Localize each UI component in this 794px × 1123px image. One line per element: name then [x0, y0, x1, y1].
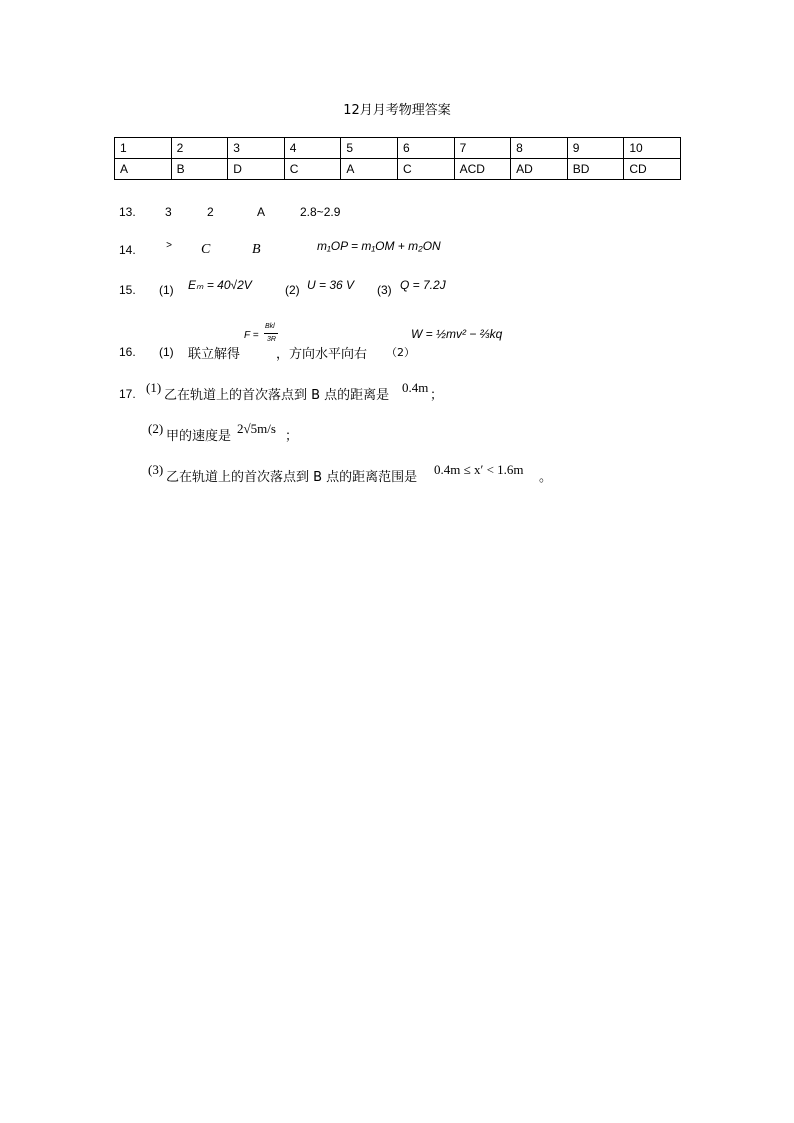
question-number: 16. [119, 345, 136, 359]
table-cell: A [341, 159, 398, 180]
formula: m₁OP = m₁OM + m₂ON [317, 239, 441, 253]
table-cell: BD [567, 159, 624, 180]
formula: Q = 7.2J [400, 278, 446, 292]
question-number: 14. [119, 243, 136, 257]
question-number: 15. [119, 283, 136, 297]
answer-value: 2 [207, 205, 214, 219]
table-cell: 5 [341, 138, 398, 159]
answer-value: 0.4m [402, 380, 429, 395]
question-number: 17. [119, 387, 136, 401]
answer-text: 联立解得 [188, 347, 241, 362]
table-cell: C [284, 159, 341, 180]
part-label: (2) [285, 283, 300, 297]
formula: W = ½mv² − ⅔kq [411, 327, 503, 341]
answer-value: C [201, 242, 211, 257]
table-cell: D [228, 159, 285, 180]
question-number: 13. [119, 205, 136, 219]
page-title: 12月月考物理答案 [343, 103, 451, 118]
table-cell: C [397, 159, 454, 180]
table-cell: CD [624, 159, 681, 180]
answer-value: > [166, 240, 172, 251]
table-cell: B [171, 159, 228, 180]
table-row-answers [115, 159, 681, 180]
answer-value: 0.4m ≤ x′ < 1.6m [434, 462, 524, 477]
part-label: (1) [146, 380, 162, 395]
fraction-denominator: 3R [267, 336, 276, 343]
table-cell: 4 [284, 138, 341, 159]
table-cell: 3 [228, 138, 285, 159]
answer-text: ，方向水平向右 [276, 347, 368, 362]
table-cell: AD [511, 159, 568, 180]
answer-text: 乙在轨道上的首次落点到 B 点的距离范围是 [166, 470, 418, 485]
formula: U = 36 V [307, 278, 355, 292]
answer-value: 2.8~2.9 [300, 205, 341, 219]
table-cell: A [115, 159, 172, 180]
table-cell: 9 [567, 138, 624, 159]
answer-value: A [257, 205, 266, 219]
part-label: (2) [148, 421, 164, 436]
formula: Eₘ = 40√2V [188, 278, 252, 292]
formula-lhs: F = [244, 330, 259, 341]
answer-table [114, 137, 681, 180]
part-label: (1) [159, 345, 174, 359]
table-cell: 6 [397, 138, 454, 159]
part-label: (1) [159, 283, 174, 297]
answer-text: 乙在轨道上的首次落点到 B 点的距离是 [164, 388, 390, 403]
table-cell: 2 [171, 138, 228, 159]
part-label: (3) [148, 462, 164, 477]
answer-value: 2√5m/s [237, 421, 276, 436]
table-cell: 10 [624, 138, 681, 159]
part-label: （2） [386, 346, 415, 359]
answer-value: 3 [165, 205, 172, 219]
answer-text: 甲的速度是 [166, 429, 232, 444]
punctuation: ； [430, 388, 444, 403]
table-cell: 1 [115, 138, 172, 159]
answer-value: B [252, 242, 261, 257]
punctuation: 。 [539, 470, 553, 485]
part-label: (3) [377, 283, 392, 297]
punctuation: ； [285, 429, 299, 444]
table-cell: ACD [454, 159, 511, 180]
table-cell: 8 [511, 138, 568, 159]
table-row-numbers [115, 138, 681, 159]
fraction-numerator: Bkl [265, 323, 275, 330]
table-cell: 7 [454, 138, 511, 159]
fraction-bar [264, 333, 278, 334]
